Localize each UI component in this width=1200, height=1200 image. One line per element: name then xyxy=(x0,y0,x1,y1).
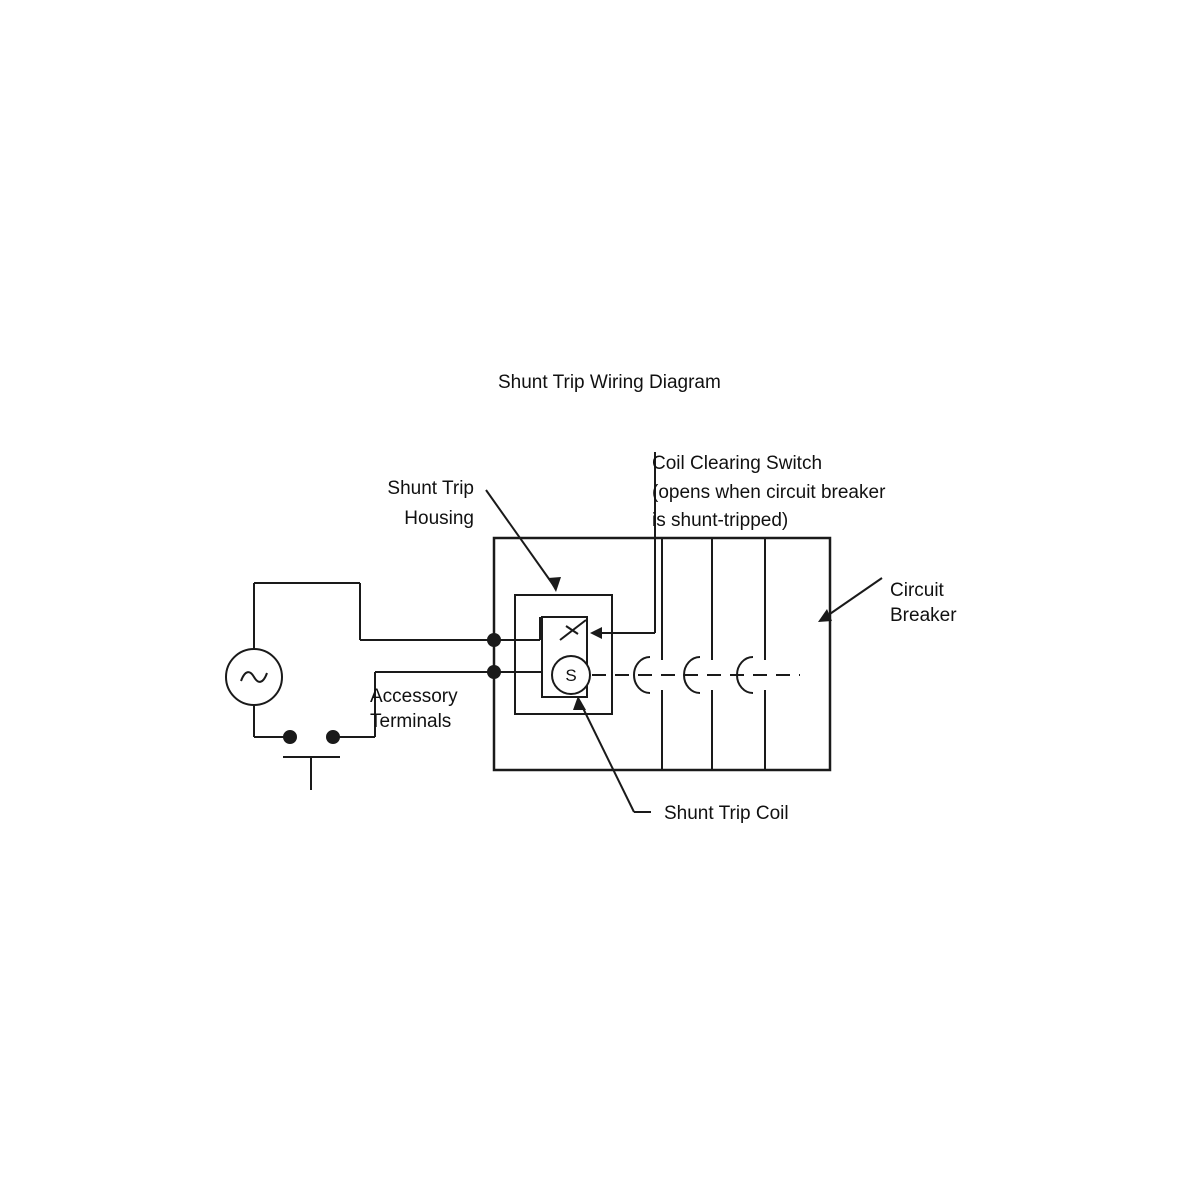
pushbutton-contact-right[interactable] xyxy=(327,731,339,743)
label-accessory-terminals-line1: Accessory xyxy=(370,686,458,707)
leader-arrow-shunt-trip-coil xyxy=(573,696,586,710)
label-coil-clearing-switch-line1: Coil Clearing Switch xyxy=(652,453,823,474)
shunt-trip-coil-letter: S xyxy=(565,666,577,685)
label-coil-clearing-switch-line2: (opens when circuit breaker xyxy=(652,482,886,503)
diagram-title: Shunt Trip Wiring Diagram xyxy=(498,372,721,393)
label-shunt-trip-housing-line1: Shunt Trip xyxy=(387,478,474,499)
leader-shunt-trip-coil-diagonal xyxy=(580,702,634,812)
label-shunt-trip-housing-line2: Housing xyxy=(404,508,474,529)
leader-arrow-shunt-trip-housing xyxy=(548,577,561,592)
leader-circuit-breaker xyxy=(824,578,882,618)
label-circuit-breaker-line2: Breaker xyxy=(890,605,957,626)
label-coil-clearing-switch-line3: is shunt-tripped) xyxy=(652,510,789,531)
leader-arrow-coil-clearing-switch xyxy=(590,627,602,639)
pushbutton-contact-left[interactable] xyxy=(284,731,296,743)
label-shunt-trip-coil: Shunt Trip Coil xyxy=(664,803,789,824)
label-accessory-terminals-line2: Terminals xyxy=(370,711,452,732)
label-circuit-breaker-line1: Circuit xyxy=(890,580,944,601)
